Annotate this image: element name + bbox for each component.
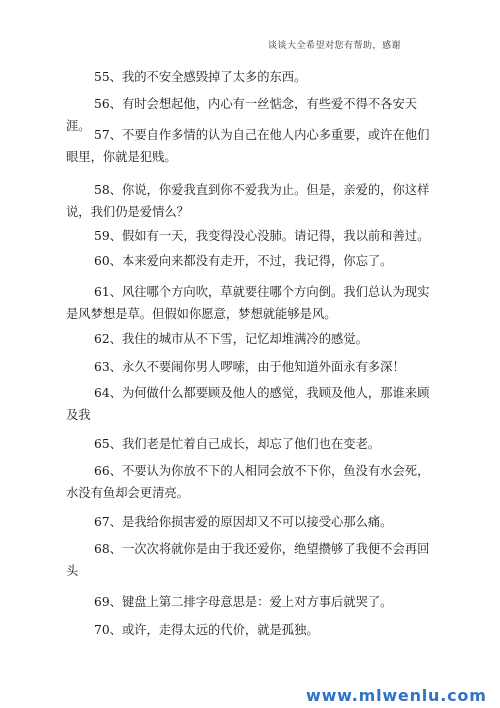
site-watermark-url: www.mlwenlu.com: [306, 686, 487, 705]
list-item: 56、有时会想起他，内心有一丝惦念，有些爱不得不各安天涯。: [66, 97, 418, 133]
list-item: 69、键盘上第二排字母意思是：爱上对方事后就哭了。: [94, 595, 393, 609]
list-item: 58、你说，你爱我直到你不爱我为止。但是，亲爱的，你这样说，我们仍是爱情么？: [66, 183, 430, 219]
list-item: 62、我住的城市从不下雪，记忆却堆满冷的感觉。: [94, 332, 368, 346]
list-item: 60、本来爱向来都没有走开，不过，我记得，你忘了。: [94, 254, 393, 268]
page-header: 谈谈大全希望对您有帮助，感谢: [268, 41, 402, 51]
list-item: 67、是我给你损害爱的原因却又不可以接受心那么痛。: [94, 515, 393, 529]
list-item: 63、永久不要闹你男人啰嗦，由于他知道外面永有多深！: [94, 360, 405, 374]
list-item: 57、不要自作多情的认为自己在他人内心多重要，或许在他们眼里，你就是犯贱。: [66, 128, 430, 164]
list-item: 70、或许，走得太远的代价，就是孤独。: [94, 623, 319, 637]
list-item: 66、不要认为你放不下的人相同会放不下你，鱼没有水会死，水没有鱼却会更清亮。: [66, 464, 430, 500]
list-item: 59、假如有一天，我变得没心没肺。请记得，我以前和善过。: [94, 229, 430, 243]
list-item: 65、我们老是忙着自己成长，却忘了他们也在变老。: [94, 437, 381, 451]
list-item: 61、风往哪个方向吹，草就要往哪个方向倒。我们总认为现实是风梦想是草。但假如你愿意，梦想就能够是风。: [66, 285, 430, 321]
list-item: 64、为何做什么都要顾及他人的感觉，我顾及他人，那谁来顾及我: [66, 386, 430, 422]
list-item: 55、我的不安全感毁掉了太多的东西。: [94, 70, 307, 84]
list-item: 68、一次次将就你是由于我还爱你，绝望攒够了我便不会再回头: [66, 542, 430, 578]
